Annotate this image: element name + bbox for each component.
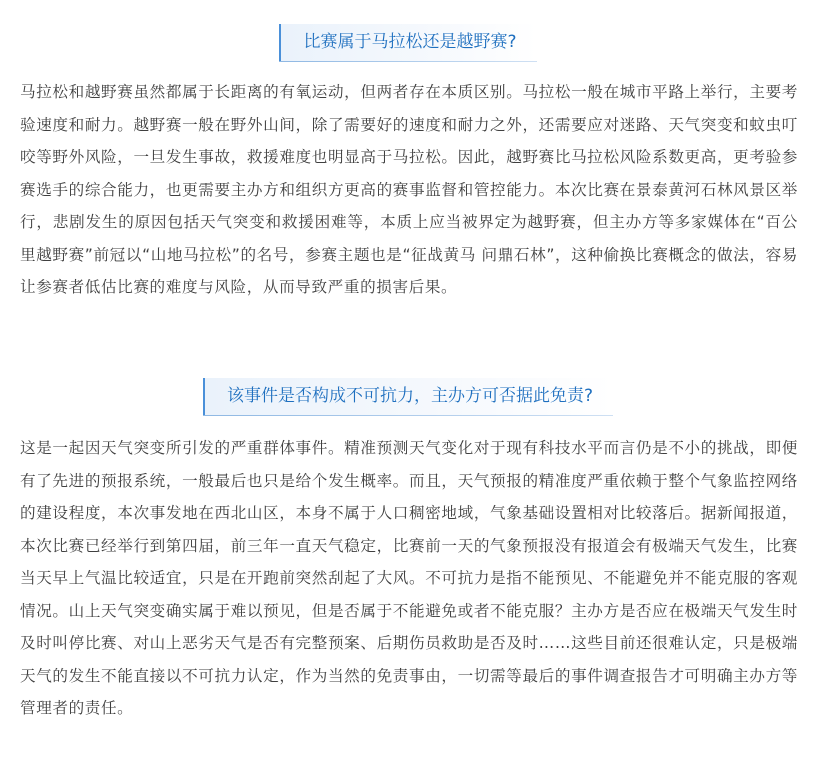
section-2-heading-underline: [203, 415, 613, 416]
section-1-heading-underline: [279, 61, 536, 62]
section-2-paragraph: 这是一起因天气突变所引发的严重群体事件。精准预测天气变化对于现有科技水平而言仍是不小的挑战，即便有了先进的预报系统，一般最后也只是给个发生概率。而且，天气预报的精准度严重依赖于整个气象监控网络的建设程度，本次事发地在西北山区，本身不属于人口稠密地域，气象基础设置相对比较落后。据新闻报道，本次比赛已经举行到第四届，前三年一直天气稳定，比赛前一天的气象预报没有报道会有极端天气发生，比赛当天早上气温比较适宜，只是在开跑前突然刮起了大风。不可抗力是指不能预见、不能避免并不能克服的客观情况。山上天气突变确实属于难以预见，但是否属于不能避免或者不能克服？主办方是否应在极端天气发生时及时叫停比赛、对山上恶劣天气是否有完整预案、后期伤员救助是否及时……这些目前还很难认定，只是极端天气的发生不能直接以不可抗力认定，作为当然的免责事由，一切需等最后的事件调查报告才可明确主办方等管理者的责任。: [20, 439, 798, 717]
section-2-heading: [203, 378, 613, 415]
section-1-heading-text: 比赛属于马拉松还是越野赛?: [303, 32, 517, 52]
section-1-heading: [279, 24, 536, 61]
section-1-paragraph: 马拉松和越野赛虽然都属于长距离的有氧运动，但两者存在本质区别。马拉松一般在城市平路上举行，主要考验速度和耐力。越野赛一般在野外山间，除了需要好的速度和耐力之外，还需要应对迷路、天气突变和蚊虫叮咬等野外风险，一旦发生事故，救援难度也明显高于马拉松。因此，越野赛比马拉松风险系数更高，更考验参赛选手的综合能力，也更需要主办方和组织方更高的赛事监督和管控能力。本次比赛在景泰黄河石林风景区举行，悲剧发生的原因包括天气突变和救援困难等，本质上应当被界定为越野赛，但主办方等多家媒体在“百公里越野赛”前冠以“山地马拉松”的名号，参赛主题也是“征战黄马 问鼎石林”，这种偷换比赛概念的做法，容易让参赛者低估比赛的难度与风险，从而导致严重的损害后果。: [20, 83, 798, 296]
section-2-heading-text: 该事件是否构成不可抗力，主办方可否据此免责?: [226, 386, 594, 406]
section-2-heading-wrap: [0, 378, 816, 415]
section-1-heading-wrap: [0, 24, 816, 61]
